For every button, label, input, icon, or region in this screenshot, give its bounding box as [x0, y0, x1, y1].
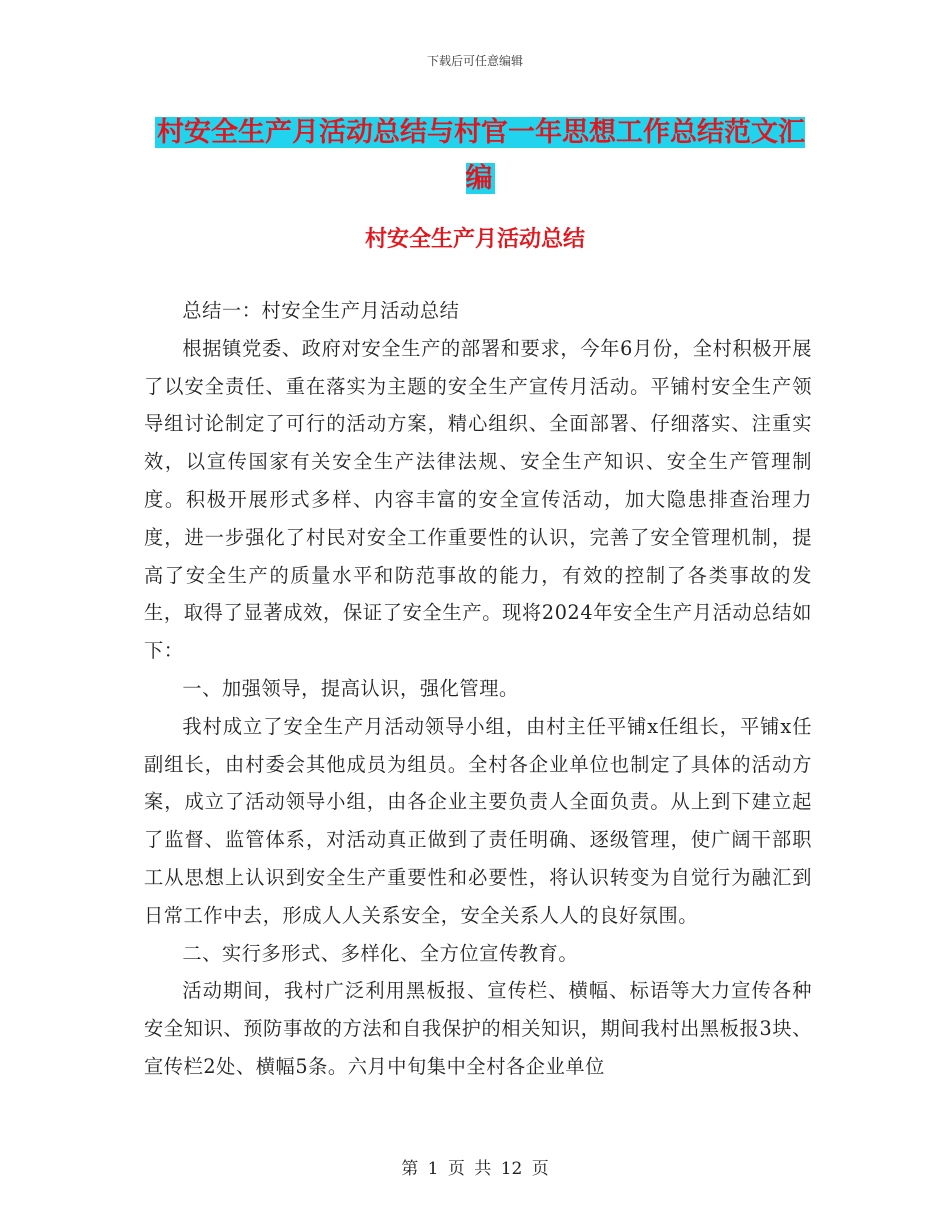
paragraph: 二、实行多形式、多样化、全方位宣传教育。 — [182, 941, 579, 965]
paragraph: 一、加强领导，提高认识，强化管理。 — [182, 676, 519, 700]
document-title-text: 村安全生产月活动总结与村官一年思想工作总结范文汇编 — [157, 117, 805, 194]
paragraph: 活动期间，我村广泛利用黑板报、宣传栏、横幅、标语等大力宣传各种安全知识、预防事故的方法和自我保护的相关知识，期间我村出黑板报3块、宣传栏2处、横幅5条。六月中旬集中全村各企业单位 — [144, 979, 812, 1078]
page-footer: 第 1 页 共 12 页 — [401, 1159, 549, 1179]
section-title: 村安全生产月活动总结 — [364, 227, 585, 252]
paragraph: 总结一：村安全生产月活动总结 — [182, 299, 460, 322]
document-title — [150, 110, 810, 202]
paragraph: 我村成立了安全生产月活动领导小组，由村主任平铺x任组长，平铺x任副组长，由村委会其他成员为组员。全村各企业单位也制定了具体的活动方案，成立了活动领导小组，由各企业主要负责人全面负责。从上到下建立起了监督、监管体系，对活动真正做到了责任明确、逐级管理，使广阔干部职工从思想上认识到安全生产重要性和必要性，将认识转变为自觉行为融汇到日常工作中去，形成人人关系安全，安全关系人人的良好氛围。 — [144, 714, 812, 927]
document-body — [144, 292, 812, 1086]
header-note: 下载后可任意编辑 — [426, 54, 523, 68]
paragraph: 根据镇党委、政府对安全生产的部署和要求，今年6月份，全村积极开展了以安全责任、重在落实为主题的安全生产宣传月活动。平铺村安全生产领导组讨论制定了可行的活动方案，精心组织、全面部署、仔细落实、注重实效，以宣传国家有关安全生产法律法规、安全生产知识、安全生产管理制度。积极开展形式多样、内容丰富的安全宣传活动，加大隐患排查治理力度，进一步强化了村民对安全工作重要性的认识，完善了安全管理机制，提高了安全生产的质量水平和防范事故的能力，有效的控制了各类事故的发生，取得了显著成效，保证了安全生产。现将2024年安全生产月活动总结如下： — [144, 336, 812, 663]
